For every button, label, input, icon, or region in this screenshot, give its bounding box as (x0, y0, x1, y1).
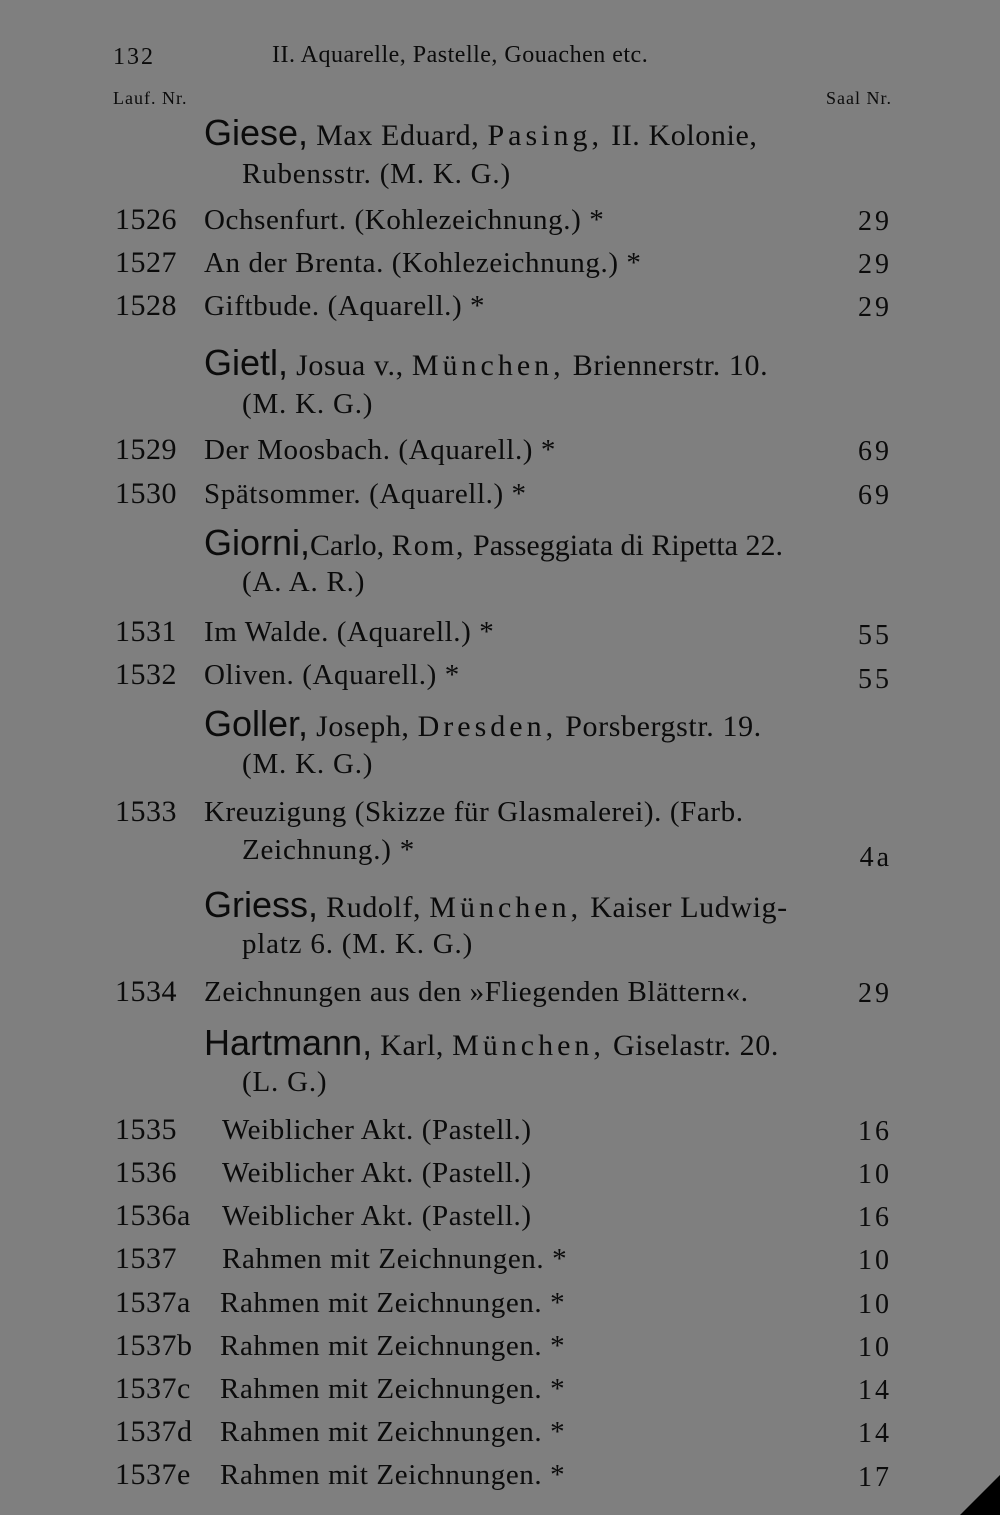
entry-number: 1531 (115, 615, 177, 648)
artist-first-name: Max Eduard, (316, 119, 480, 152)
entry-title: Oliven. (Aquarell.) * (204, 659, 460, 691)
entry-number: 1537b (115, 1329, 193, 1362)
artist-address: Briennerstr. 10. (572, 349, 769, 382)
column-header-saal-nr: Saal Nr. (826, 88, 892, 108)
entry-number: 1537 (115, 1242, 177, 1275)
entry-room-number: 16 (858, 1116, 892, 1147)
entry-title: Rahmen mit Zeichnungen. * (220, 1330, 566, 1362)
entry-title: Ochsenfurt. (Kohlezeichnung.) * (204, 204, 605, 236)
entry-title: Rahmen mit Zeichnungen. * (222, 1243, 568, 1275)
artist-first-name: Karl, (380, 1029, 444, 1062)
entry-title: Rahmen mit Zeichnungen. * (220, 1373, 566, 1405)
entry-number: 1530 (115, 477, 177, 510)
entry-title: Spätsommer. (Aquarell.) * (204, 478, 527, 510)
artist-heading (204, 884, 788, 926)
entry-title: Rahmen mit Zeichnungen. * (220, 1287, 566, 1319)
entry-number: 1537c (115, 1372, 191, 1405)
entry-number: 1528 (115, 289, 177, 322)
artist-city: München, (452, 1029, 605, 1062)
artist-address: Passeggiata di Ripetta 22. (473, 529, 783, 562)
artist-address-continued: (M. K. G.) (242, 388, 374, 420)
entry-title: Weiblicher Akt. (Pastell.) (222, 1157, 532, 1189)
artist-heading (204, 522, 783, 564)
entry-title: Weiblicher Akt. (Pastell.) (222, 1200, 532, 1232)
entry-room-number: 29 (858, 249, 892, 280)
entry-title-continued: Zeichnung.) * (242, 834, 416, 866)
artist-name: Gietl, (204, 342, 289, 383)
entry-room-number: 29 (858, 978, 892, 1009)
entry-title: Giftbude. (Aquarell.) * (204, 290, 486, 322)
artist-address-continued: platz 6. (M. K. G.) (242, 928, 474, 960)
entry-room-number: 16 (858, 1202, 892, 1233)
artist-heading (204, 112, 757, 154)
entry-number: 1536 (115, 1156, 177, 1189)
artist-city: Dresden, (417, 710, 558, 743)
artist-heading (204, 1022, 779, 1064)
page-corner-shadow (960, 1475, 1000, 1515)
entry-room-number: 29 (858, 206, 892, 237)
entry-title: Rahmen mit Zeichnungen. * (220, 1459, 566, 1491)
entry-number: 1537a (115, 1286, 191, 1319)
entry-title: An der Brenta. (Kohlezeichnung.) * (204, 247, 642, 279)
entry-number: 1534 (115, 975, 177, 1008)
column-header-lauf-nr: Lauf. Nr. (113, 88, 188, 108)
entry-number: 1537e (115, 1458, 191, 1491)
entry-number: 1537d (115, 1415, 193, 1448)
entry-number: 1529 (115, 433, 177, 466)
entry-title: Rahmen mit Zeichnungen. * (220, 1416, 566, 1448)
artist-first-name: Carlo, (310, 529, 385, 562)
entry-room-number: 55 (858, 620, 892, 651)
artist-heading (204, 342, 768, 384)
artist-address-continued: (L. G.) (242, 1066, 328, 1098)
artist-address: Giselastr. 20. (613, 1029, 779, 1062)
entry-room-number: 10 (858, 1289, 892, 1320)
artist-city: München, (429, 891, 583, 924)
entry-room-number: 4a (859, 842, 892, 873)
entry-room-number: 14 (858, 1375, 892, 1406)
artist-address: Porsbergstr. 19. (565, 710, 762, 743)
artist-address: II. Kolonie, (611, 119, 758, 152)
entry-room-number: 14 (858, 1418, 892, 1449)
entry-title: Im Walde. (Aquarell.) * (204, 616, 495, 648)
entry-room-number: 17 (858, 1462, 892, 1493)
artist-address-continued: (M. K. G.) (242, 748, 374, 780)
entry-number: 1533 (115, 795, 177, 828)
artist-name: Goller, (204, 703, 309, 744)
entry-title: Zeichnungen aus den »Fliegenden Blättern«. (204, 976, 749, 1008)
entry-number: 1536a (115, 1199, 191, 1232)
artist-address-continued: (A. A. R.) (242, 566, 366, 598)
artist-city: Rom, (391, 529, 466, 562)
artist-city: München, (411, 349, 565, 382)
entry-room-number: 69 (858, 480, 892, 511)
artist-name: Hartmann, (204, 1022, 373, 1063)
entry-title: Der Moosbach. (Aquarell.) * (204, 434, 557, 466)
artist-address: Kaiser Ludwig- (590, 891, 788, 924)
entry-room-number: 55 (858, 664, 892, 695)
artist-address-continued: Rubensstr. (M. K. G.) (242, 158, 511, 190)
entry-number: 1535 (115, 1113, 177, 1146)
artist-name: Griess, (204, 884, 319, 925)
running-title: II. Aquarelle, Pastelle, Gouachen etc. (272, 42, 649, 68)
entry-room-number: 10 (858, 1159, 892, 1190)
artist-name: Giese, (204, 112, 309, 153)
entry-number: 1532 (115, 658, 177, 691)
artist-first-name: Rudolf, (326, 891, 422, 924)
artist-city: Pasing, (487, 119, 604, 152)
artist-heading (204, 703, 762, 745)
entry-number: 1527 (115, 246, 177, 279)
entry-room-number: 10 (858, 1332, 892, 1363)
page-number: 132 (113, 44, 155, 70)
entry-room-number: 69 (858, 436, 892, 467)
entry-room-number: 10 (858, 1245, 892, 1276)
artist-first-name: Josua v., (296, 349, 404, 382)
artist-name: Giorni, (204, 522, 311, 563)
entry-title: Kreuzigung (Skizze für Glasmalerei). (Farb. (204, 796, 744, 828)
entry-number: 1526 (115, 203, 177, 236)
artist-first-name: Joseph, (316, 710, 410, 743)
entry-room-number: 29 (858, 292, 892, 323)
entry-title: Weiblicher Akt. (Pastell.) (222, 1114, 532, 1146)
